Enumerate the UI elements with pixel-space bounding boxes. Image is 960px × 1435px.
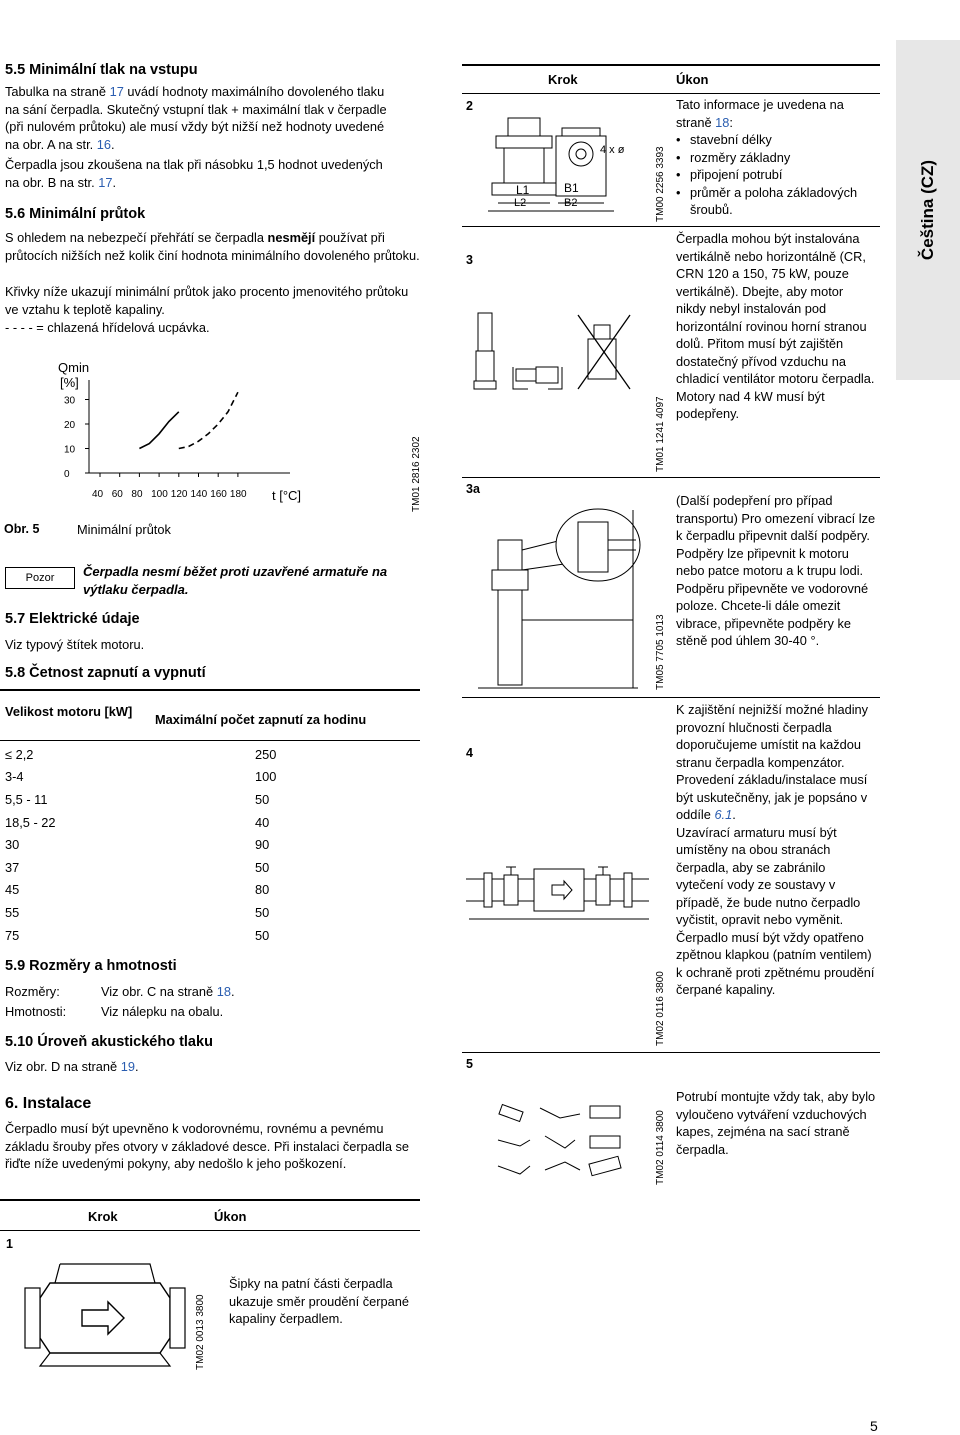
freq-cell-motor-size: 45 (5, 882, 20, 898)
link-page-16[interactable]: 16 (96, 136, 112, 152)
step-2-bullet-3: • připojení potrubí (676, 166, 876, 184)
section-5-6-paragraph-2: Křivky níže ukazují minimální průtok jako procento jmenovitého průtoku ve vztahu k teplotě kapaliny. (5, 284, 409, 317)
freq-cell-max-starts: 80 (255, 882, 270, 898)
section-5-10-title: 5.10 Úroveň akustického tlaku (5, 1034, 213, 1050)
step-3a-number: 3a (466, 482, 480, 496)
step-4-text-2: Uzavírací armaturu musí být umístěny na obou stranách čerpadla, aby se zabránilo vytečení vody ze soustavy v případě, že bude nutno čerpadlo vyčistit, opravit nebo vyměnit. (676, 824, 861, 927)
freq-row (5, 811, 305, 834)
step-1-number: 1 (6, 1237, 13, 1251)
section-5-5-title: 5.5 Minimální tlak na vstupu (5, 62, 198, 78)
section-5-7-title: 5.7 Elektrické údaje (5, 611, 140, 627)
chart-x-tick-label: 80 (131, 489, 143, 500)
chart-x-tick-label: 100 (151, 489, 168, 500)
freq-cell-max-starts: 50 (255, 904, 270, 920)
freq-cell-max-starts: 50 (255, 859, 270, 875)
section-6-paragraph: Čerpadlo musí být upevněno k vodorovnému, rovnému a pevnému základu šrouby přes otvory v základové desce. Při instalaci čerpadla se řiďte níže uvedenými pokyny, aby nedošlo k jeho poškození. (5, 1121, 410, 1171)
chart-x-tick-label: 140 (190, 489, 208, 500)
freq-cell-motor-size: 30 (5, 837, 20, 853)
freq-cell-max-starts: 50 (255, 927, 270, 943)
step-4-figure-code: TM02 0116 3800 (655, 971, 666, 1046)
label-b1: B1 (564, 181, 579, 195)
step-3a-rule (462, 697, 880, 698)
link-page-17b[interactable]: 17 (98, 174, 113, 190)
section-5-7-text: Viz typový štítek motoru. (5, 637, 145, 652)
section-5-5-paragraph-2: Čerpadla jsou zkoušena na tlak při násobku 1,5 hodnot uvedených na obr. B na str. 17. (5, 157, 383, 190)
chart-x-label: t [°C] (272, 488, 302, 503)
step-5-figure-code: TM02 0114 3800 (655, 1110, 666, 1185)
step-1-flow-arrow-illustration (20, 1258, 190, 1370)
label-holes: 4 x ø (600, 144, 625, 156)
freq-row (5, 924, 305, 947)
freq-row (5, 901, 305, 924)
label-l1: L1 (516, 183, 530, 197)
language-tab-label: Čeština (CZ) (918, 159, 937, 261)
step-2-bullet-1: • stavební délky (676, 131, 876, 149)
label-b2: B2 (564, 197, 578, 209)
freq-row (5, 856, 305, 879)
chart-y-label: Qmin (58, 360, 90, 375)
right-col-ukon: Úkon (676, 72, 709, 87)
chart-x-tick-label: 40 (92, 489, 104, 500)
chart-y-unit: [%] (60, 375, 79, 390)
step-3-rule (462, 477, 880, 478)
caution-text: Čerpadla nesmí běžet proti uzavřené armatuře na výtlaku čerpadla. (83, 564, 388, 597)
link-page-18b[interactable]: 18 (715, 114, 730, 130)
step-3-figure-code: TM01 1241 4097 (655, 396, 666, 472)
freq-row (5, 766, 305, 789)
dimensions-label: Rozměry: (5, 984, 60, 999)
section-5-8-title: 5.8 Četnost zapnutí a vypnutí (5, 665, 206, 681)
figure-5-caption: Minimální průtok (77, 522, 171, 537)
step-5-text: Potrubí montujte vždy tak, aby bylo vyloučeno vytváření vzduchových kapes, zejména na sací straně čerpadla. (676, 1089, 876, 1157)
step-5-number: 5 (466, 1057, 473, 1071)
figure-5-code: TM01 2816 2302 (411, 436, 422, 512)
chart-x-tick-label: 60 (111, 489, 123, 500)
freq-cell-max-starts: 90 (255, 837, 270, 853)
dimensions-value: Viz obr. C na straně 18. (101, 984, 235, 999)
step-3-orientation-illustration (468, 305, 648, 400)
chart-y-tick-label: 30 (64, 395, 76, 407)
freq-cell-max-starts: 100 (255, 769, 277, 785)
chart-x-tick-label: 120 (170, 489, 188, 500)
step-3-text: Čerpadla mohou být instalována vertikálně nebo horizontálně (CR, CRN 120 a 150, 75 kW, pouze vertikálně). Dbejte, aby motor nikdy nebyl instalován pod horizontální rovinou horní stranou dolů. Přitom musí být zajištěn dostatečný přívod vzduchu na chladicí ventilátor motoru čerpadla. Motory nad 4 kW musí být podepřeny. (676, 231, 875, 421)
chart-y-tick-label: 20 (64, 420, 76, 431)
step-2-bullet-2: • rozměry základny (676, 149, 876, 167)
link-page-18[interactable]: 18 (216, 984, 231, 999)
chart-y-tick-label: 0 (64, 469, 70, 480)
left-col-ukon: Úkon (214, 1209, 247, 1224)
step-1-text: Šipky na patní části čerpadla ukazuje směr proudění čerpané kapaliny čerpadlem. (229, 1276, 409, 1326)
step-2-bullet-4: • průměr a poloha základových šroubů. (676, 184, 876, 219)
label-l2: L2 (514, 197, 527, 209)
link-page-17[interactable]: 17 (109, 84, 124, 99)
step-3a-text: (Další podepření pro případ transportu) Pro omezení vibrací lze k čerpadlu připevnit další podpěry. Podpěry lze připevnit k motoru nebo patce motoru a k trupu lodi. Podpěru připevněte ve vodorovné poloze. Chcete-li dále omezit vibrace, připevněte podpěry ke stěně pod úhlem 30-40 °. (676, 493, 876, 648)
freq-row (5, 833, 305, 856)
step-2-text: Tato informace je uvedena na straně 18: • stavební délky • rozměry základny • připojení potrubí • průměr a poloha základových šroubů. (676, 96, 876, 219)
chart-x-tick-label: 180 (229, 489, 247, 500)
section-5-5-paragraph-1: Tabulka na straně 17 uvádí hodnoty maximálního dovoleného tlaku na sání čerpadla. Skutečný vstupní tlak + maximální tlak v čerpadle (při nulovém průtoku) ale musí vždy být nižší než hodnoty uvedené na obr. A na str. 16. (5, 84, 387, 152)
section-5-6-title: 5.6 Minimální průtok (5, 206, 146, 222)
step-2-figure-code: TM00 2256 3393 (655, 146, 666, 222)
weights-label: Hmotnosti: (5, 1004, 67, 1019)
figure-5-label: Obr. 5 (4, 522, 40, 536)
chart-y-tick-label: 10 (64, 444, 76, 456)
step-3-number: 3 (466, 253, 473, 267)
step-3a-support-illustration (478, 500, 648, 692)
link-section-6-1[interactable]: 6.1 (714, 807, 733, 822)
freq-cell-motor-size: 55 (5, 904, 20, 920)
freq-col-motor-size: Velikost motoru [kW] (5, 704, 133, 719)
step-4-text: K zajištění nejnižší možné hladiny provozní hlučnosti čerpadla doporučujeme umístit na každou stranu čerpadla kompenzátor. Provedení základu/instalace musí být uskutečněny, jak je popsáno v oddíle 6.1. Uzavírací armaturu musí být umístěny na obou stranách čerpadla, aby se zabránilo vytečení vody ze soustavy v případě, že bude nutno čerpadlo vyčistit, opravit nebo vyměnit. Čerpadlo musí být vždy opatřeno zpětnou klapkou (patním ventilem) k ochraně proti zpětnému proudění čerpané kapaliny. (676, 702, 875, 997)
section-5-6-legend-note: - - - - = chlazená hřídelová ucpávka. (5, 320, 210, 335)
caution-box: Pozor (5, 567, 75, 589)
freq-cell-motor-size: 75 (5, 927, 20, 943)
language-tab[interactable] (896, 40, 960, 380)
freq-row (5, 788, 305, 811)
right-steps-header-rule (462, 93, 880, 94)
section-5-10-text: Viz obr. D na straně 19. (5, 1059, 139, 1074)
freq-cell-max-starts: 50 (255, 791, 270, 807)
freq-cell-max-starts: 40 (255, 814, 270, 830)
starts-per-hour-table (5, 743, 305, 946)
step-4-text-3: Čerpadlo musí být vždy opatřeno zpětnou klapkou (patním ventilem) k ochraně proti zpětnému proudění čerpané kapaliny. (676, 929, 875, 997)
step-4-number: 4 (466, 746, 473, 760)
page-number: 5 (870, 1418, 878, 1434)
table-header-rule (0, 740, 420, 741)
freq-cell-motor-size: 18,5 - 22 (5, 814, 56, 830)
step-4-compensator-illustration (464, 855, 654, 925)
freq-row (5, 743, 305, 766)
right-steps-top-rule (462, 64, 880, 66)
right-col-krok: Krok (548, 72, 578, 87)
freq-cell-motor-size: 5,5 - 11 (5, 791, 48, 807)
left-col-krok: Krok (88, 1209, 118, 1224)
step-4-rule (462, 1052, 880, 1053)
freq-cell-motor-size: 3-4 (5, 769, 24, 785)
step-2-dimensions-illustration (478, 108, 648, 218)
link-page-19[interactable]: 19 (120, 1059, 135, 1074)
freq-cell-max-starts: 250 (255, 746, 277, 762)
freq-row (5, 879, 305, 902)
step-2-rule (462, 226, 880, 227)
chart-series-cooled-seal (179, 392, 238, 448)
weights-value: Viz nálepku na obalu. (101, 1004, 224, 1019)
table-top-rule (0, 689, 420, 691)
freq-cell-motor-size: 37 (5, 859, 20, 875)
step-2-number: 2 (466, 99, 473, 113)
left-steps-top-rule (0, 1199, 420, 1201)
chart-series-standard (139, 412, 178, 449)
left-steps-header-rule (0, 1230, 420, 1231)
step-5-piping-illustration (490, 1100, 640, 1180)
section-6-title: 6. Instalace (5, 1095, 92, 1112)
chart-x-tick-label: 160 (210, 489, 227, 500)
freq-cell-motor-size: ≤ 2,2 (5, 746, 34, 762)
section-5-6-paragraph-1: S ohledem na nebezpečí přehřátí se čerpadla nesmějí používat při průtocích nižších než kolik činí hodnota minimálního dovoleného průtoku. (5, 230, 420, 263)
step-1-figure-code: TM02 0013 3800 (195, 1294, 206, 1370)
step-3a-figure-code: TM05 7705 1013 (655, 614, 666, 690)
min-flow-chart (0, 350, 440, 550)
freq-col-max-starts: Maximální počet zapnutí za hodinu (155, 712, 367, 727)
section-5-9-title: 5.9 Rozměry a hmotnosti (5, 958, 177, 974)
